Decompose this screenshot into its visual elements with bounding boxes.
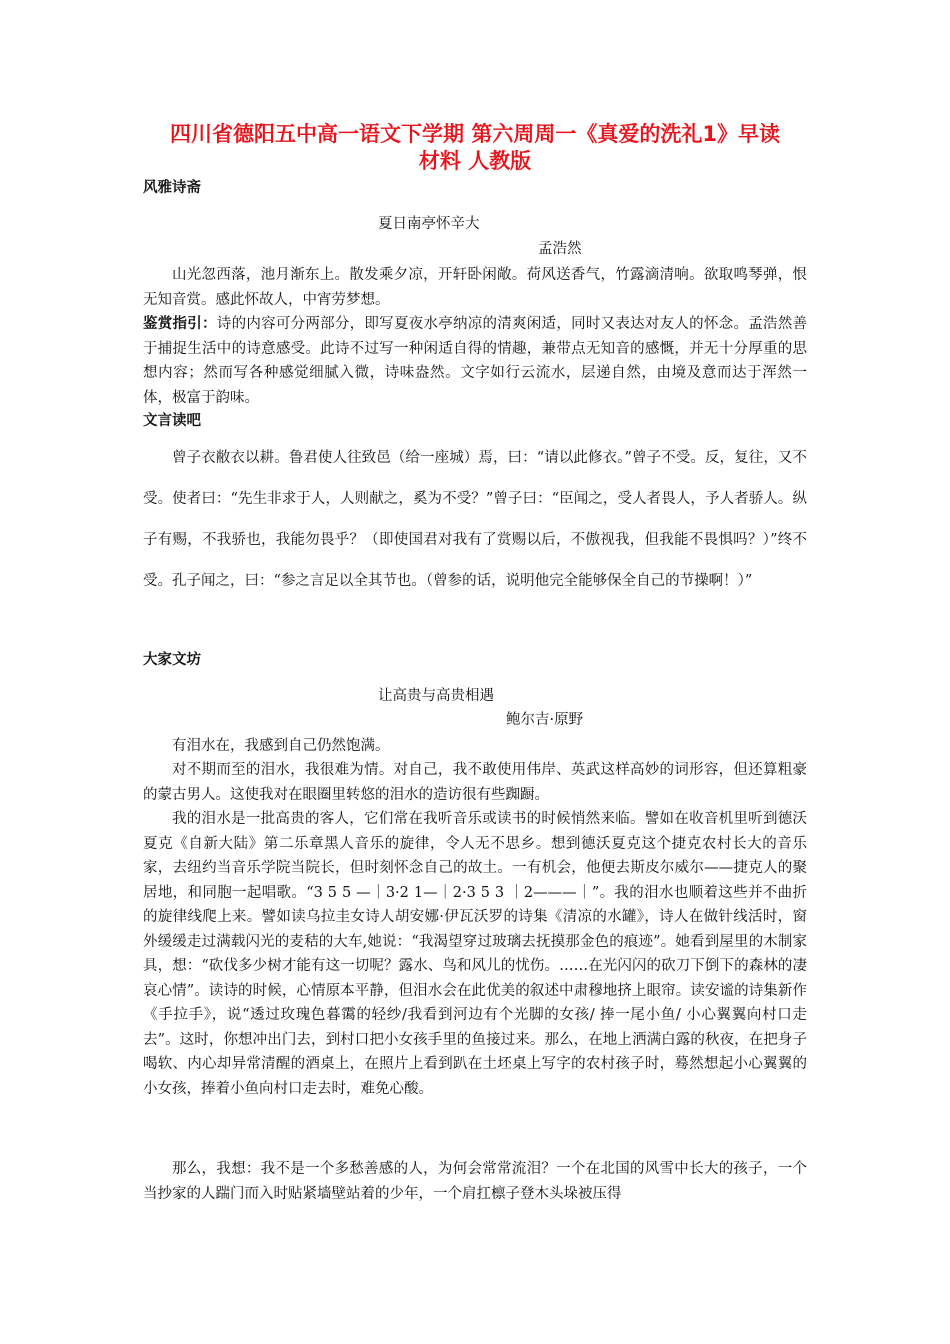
essay-title: 让高贵与高贵相遇 bbox=[378, 688, 494, 704]
appreciation-label: 鉴赏指引： bbox=[143, 316, 217, 332]
appreciation-text: 诗的内容可分两部分，即写夏夜水亭纳凉的清爽闲适，同时又表达对友人的怀念。孟浩然善于捕捉生活中的诗意感受。此诗不过写一种闲适自得的情趣，兼带点无知音的感慨，并无十分厚重的思想内容；然而写各种感觉细腻入微，诗味盎然。文字如行云流水，层递自然，由境及意而达于浑然一体，极富于韵味。 bbox=[143, 316, 808, 406]
section-heading-poetry: 风雅诗斋 bbox=[143, 180, 201, 196]
classical-text: 曾子衣敝衣以耕。鲁君使人往致邑（给一座城）焉，曰：“请以此修衣。”曾子不受。反，复往，又不受。使者曰：“先生非求于人，人则献之，奚为不受？”曾子曰：“臣闻之，受人者畏人，予人者骄人。纵子有赐，不我骄也，我能勿畏乎？（即使国君对我有了赏赐以后，不傲视我，但我能不畏惧吗？）”终不受。孔子闻之，曰：“参之言足以全其节也。（曾参的话，说明他完全能够保全自己的节操啊！）” bbox=[143, 450, 807, 589]
document-title-line-1: 四川省德阳五中高一语文下学期 第六周周一《真爱的洗礼1》早读 bbox=[170, 122, 780, 146]
essay-paragraph-2: 对不期而至的泪水，我很难为情。对自己，我不敢使用伟岸、英武这样高妙的词形容，但还算粗豪的蒙古男人。这使我对在眼圈里转悠的泪水的造访很有些踟蹰。 bbox=[143, 762, 807, 803]
section-heading-classical: 文言读吧 bbox=[143, 413, 201, 429]
essay-author: 鲍尔吉·原野 bbox=[506, 712, 584, 728]
document-title-line-2: 材料 人教版 bbox=[418, 149, 532, 173]
poem-author: 孟浩然 bbox=[538, 241, 582, 257]
essay-paragraph-3: 我的泪水是一批高贵的客人，它们常在我听音乐或读书的时候悄然来临。譬如在收音机里听到德沃夏克《自新大陆》第二乐章黑人音乐的旋律，令人无不思乡。想到德沃夏克这个捷克农村长大的音乐家，去纽约当音乐学院当院长，但时刻怀念自己的故土。一有机会，他便去斯皮尔威尔——捷克人的聚居地，和同胞一起唱歌。“3 5 5 —｜3·2 1—｜2·3 5 3 ｜2———｜”。我的泪水也顺着这些并不曲折的旋律线爬上来。譬如读乌拉圭女诗人胡安娜·伊瓦沃罗的诗集《清凉的水罐》，诗人在做针线活时，窗外缓缓走过满载闪光的麦秸的大车,她说：“我渴望穿过玻璃去抚摸那金色的痕迹”。她看到屋里的木制家具，想：“砍伐多少树才能有这一切呢？露水、鸟和风儿的忧伤。……在光闪闪的砍刀下倒下的森林的凄哀心情”。读诗的时候，心情原本平静，但泪水会在此优美的叙述中肃穆地挤上眼帘。读安谧的诗集新作《手拉手》，说“透过玫瑰色暮霭的轻纱/我看到河边有个光脚的女孩/ 捧一尾小鱼/ 小心翼翼向村口走去”。这时，你想冲出门去，到村口把小女孩手里的鱼接过来。那么，在地上洒满白露的秋夜，在把身子喝软、内心却异常清醒的酒桌上，在照片上看到趴在土坯桌上写字的农村孩子时，蓦然想起小心翼翼的小女孩，捧着小鱼向村口走去时，难免心酸。 bbox=[143, 811, 807, 1097]
essay-paragraph-1: 有泪水在，我感到自己仍然饱满。 bbox=[172, 738, 390, 754]
poem-text: 山光忽西落，池月渐东上。散发乘夕凉，开轩卧闲敞。荷风送香气，竹露滴清响。欲取鸣琴弹，恨无知音赏。感此怀故人，中宵劳梦想。 bbox=[143, 267, 807, 308]
section-heading-essay: 大家文坊 bbox=[143, 652, 201, 668]
essay-paragraph-4: 那么，我想：我不是一个多愁善感的人，为何会常常流泪？一个在北国的风雪中长大的孩子，一个当抄家的人踹门而入时贴紧墙壁站着的少年，一个肩扛檩子登木头垛被压得 bbox=[143, 1161, 807, 1202]
poem-title: 夏日南亭怀辛大 bbox=[378, 216, 480, 232]
appreciation-paragraph bbox=[143, 312, 807, 410]
